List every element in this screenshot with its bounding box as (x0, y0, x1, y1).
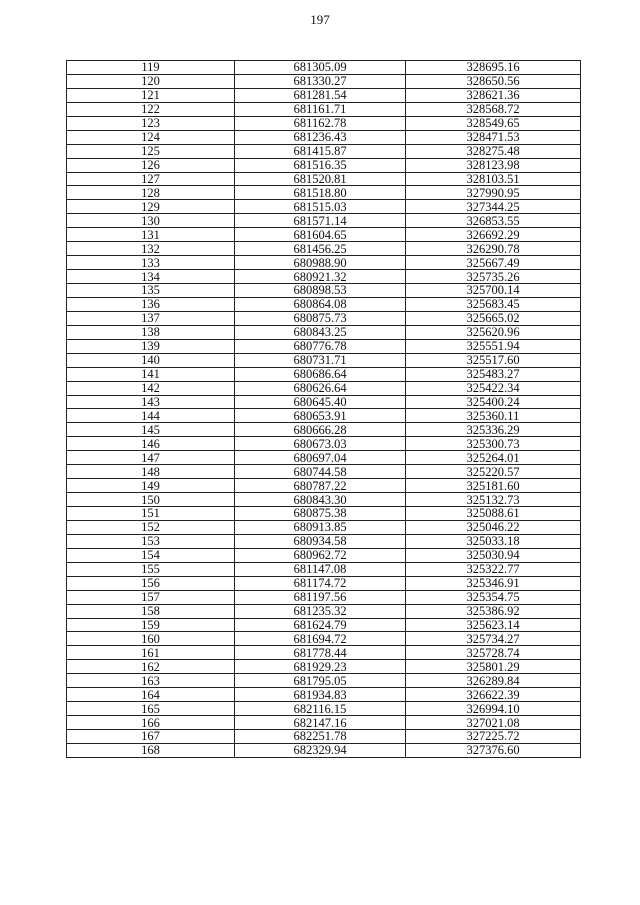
y-coordinate-cell: 325336.29 (406, 423, 581, 437)
point-number-cell: 129 (67, 200, 235, 214)
x-coordinate-cell: 680843.30 (235, 493, 406, 507)
table-row (67, 116, 581, 130)
table-row (67, 493, 581, 507)
point-number-cell: 159 (67, 618, 235, 632)
y-coordinate-cell: 325346.91 (406, 576, 581, 590)
x-coordinate-cell: 680787.22 (235, 479, 406, 493)
table-row (67, 200, 581, 214)
point-number-cell: 150 (67, 493, 235, 507)
x-coordinate-cell: 680934.58 (235, 534, 406, 548)
y-coordinate-cell: 325517.60 (406, 353, 581, 367)
table-row (67, 423, 581, 437)
y-coordinate-cell: 326994.10 (406, 702, 581, 716)
table-row (67, 61, 581, 75)
x-coordinate-cell: 680626.64 (235, 381, 406, 395)
y-coordinate-cell: 327376.60 (406, 743, 581, 757)
table-row (67, 381, 581, 395)
y-coordinate-cell: 325046.22 (406, 520, 581, 534)
table-row (67, 297, 581, 311)
y-coordinate-cell: 328123.98 (406, 158, 581, 172)
point-number-cell: 132 (67, 242, 235, 256)
x-coordinate-cell: 681516.35 (235, 158, 406, 172)
point-number-cell: 154 (67, 548, 235, 562)
point-number-cell: 133 (67, 256, 235, 270)
point-number-cell: 165 (67, 702, 235, 716)
point-number-cell: 128 (67, 186, 235, 200)
point-number-cell: 125 (67, 144, 235, 158)
point-number-cell: 120 (67, 74, 235, 88)
point-number-cell: 162 (67, 660, 235, 674)
point-number-cell: 141 (67, 367, 235, 381)
x-coordinate-cell: 681162.78 (235, 116, 406, 130)
y-coordinate-cell: 325400.24 (406, 395, 581, 409)
point-number-cell: 122 (67, 102, 235, 116)
x-coordinate-cell: 681281.54 (235, 88, 406, 102)
point-number-cell: 143 (67, 395, 235, 409)
table-row (67, 144, 581, 158)
table-row (67, 242, 581, 256)
y-coordinate-cell: 326853.55 (406, 214, 581, 228)
y-coordinate-cell: 328650.56 (406, 74, 581, 88)
x-coordinate-cell: 681795.05 (235, 674, 406, 688)
x-coordinate-cell: 681571.14 (235, 214, 406, 228)
table-row (67, 311, 581, 325)
x-coordinate-cell: 681305.09 (235, 61, 406, 75)
y-coordinate-cell: 325360.11 (406, 409, 581, 423)
table-row (67, 520, 581, 534)
x-coordinate-cell: 681161.71 (235, 102, 406, 116)
table-row (67, 130, 581, 144)
page-number: 197 (310, 12, 330, 27)
x-coordinate-cell: 680875.73 (235, 311, 406, 325)
table-row (67, 674, 581, 688)
y-coordinate-cell: 325181.60 (406, 479, 581, 493)
table-row (67, 339, 581, 353)
x-coordinate-cell: 680864.08 (235, 297, 406, 311)
table-row (67, 702, 581, 716)
table-row (67, 618, 581, 632)
x-coordinate-cell: 680913.85 (235, 520, 406, 534)
y-coordinate-cell: 327344.25 (406, 200, 581, 214)
table-row (67, 548, 581, 562)
point-number-cell: 119 (67, 61, 235, 75)
x-coordinate-cell: 681415.87 (235, 144, 406, 158)
y-coordinate-cell: 325264.01 (406, 451, 581, 465)
point-number-cell: 144 (67, 409, 235, 423)
point-number-cell: 130 (67, 214, 235, 228)
point-number-cell: 161 (67, 646, 235, 660)
table-row (67, 632, 581, 646)
y-coordinate-cell: 325700.14 (406, 284, 581, 298)
point-number-cell: 134 (67, 270, 235, 284)
table-row (67, 172, 581, 186)
y-coordinate-cell: 325551.94 (406, 339, 581, 353)
y-coordinate-cell: 325132.73 (406, 493, 581, 507)
y-coordinate-cell: 325735.26 (406, 270, 581, 284)
y-coordinate-cell: 326290.78 (406, 242, 581, 256)
x-coordinate-cell: 681197.56 (235, 590, 406, 604)
point-number-cell: 137 (67, 311, 235, 325)
x-coordinate-cell: 680921.32 (235, 270, 406, 284)
table-row (67, 228, 581, 242)
point-number-cell: 135 (67, 284, 235, 298)
y-coordinate-cell: 327225.72 (406, 730, 581, 744)
table-row (67, 395, 581, 409)
table-row (67, 325, 581, 339)
table-row (67, 284, 581, 298)
point-number-cell: 121 (67, 88, 235, 102)
table-row (67, 158, 581, 172)
x-coordinate-cell: 680962.72 (235, 548, 406, 562)
table-row (67, 660, 581, 674)
table-row (67, 367, 581, 381)
x-coordinate-cell: 680666.28 (235, 423, 406, 437)
y-coordinate-cell: 328695.16 (406, 61, 581, 75)
x-coordinate-cell: 681236.43 (235, 130, 406, 144)
y-coordinate-cell: 326622.39 (406, 688, 581, 702)
x-coordinate-cell: 681235.32 (235, 604, 406, 618)
x-coordinate-cell: 681515.03 (235, 200, 406, 214)
y-coordinate-cell: 325354.75 (406, 590, 581, 604)
x-coordinate-cell: 681604.65 (235, 228, 406, 242)
point-number-cell: 151 (67, 507, 235, 521)
y-coordinate-cell: 328568.72 (406, 102, 581, 116)
coordinates-table-body (67, 61, 581, 758)
table-row (67, 730, 581, 744)
x-coordinate-cell: 680875.38 (235, 507, 406, 521)
table-row (67, 270, 581, 284)
x-coordinate-cell: 680645.40 (235, 395, 406, 409)
x-coordinate-cell: 681520.81 (235, 172, 406, 186)
y-coordinate-cell: 328621.36 (406, 88, 581, 102)
x-coordinate-cell: 682251.78 (235, 730, 406, 744)
point-number-cell: 155 (67, 562, 235, 576)
x-coordinate-cell: 680744.58 (235, 465, 406, 479)
x-coordinate-cell: 681174.72 (235, 576, 406, 590)
table-row (67, 716, 581, 730)
table-row (67, 688, 581, 702)
point-number-cell: 124 (67, 130, 235, 144)
y-coordinate-cell: 325322.77 (406, 562, 581, 576)
table-row (67, 451, 581, 465)
table-row (67, 604, 581, 618)
point-number-cell: 158 (67, 604, 235, 618)
x-coordinate-cell: 681694.72 (235, 632, 406, 646)
point-number-cell: 142 (67, 381, 235, 395)
point-number-cell: 139 (67, 339, 235, 353)
x-coordinate-cell: 681624.79 (235, 618, 406, 632)
point-number-cell: 145 (67, 423, 235, 437)
y-coordinate-cell: 325386.92 (406, 604, 581, 618)
table-row (67, 646, 581, 660)
x-coordinate-cell: 680697.04 (235, 451, 406, 465)
table-row (67, 465, 581, 479)
point-number-cell: 146 (67, 437, 235, 451)
point-number-cell: 123 (67, 116, 235, 130)
x-coordinate-cell: 681518.80 (235, 186, 406, 200)
y-coordinate-cell: 325665.02 (406, 311, 581, 325)
table-row (67, 214, 581, 228)
x-coordinate-cell: 680731.71 (235, 353, 406, 367)
table-row (67, 353, 581, 367)
y-coordinate-cell: 327990.95 (406, 186, 581, 200)
point-number-cell: 164 (67, 688, 235, 702)
table-row (67, 534, 581, 548)
y-coordinate-cell: 325483.27 (406, 367, 581, 381)
y-coordinate-cell: 326692.29 (406, 228, 581, 242)
table-row (67, 562, 581, 576)
x-coordinate-cell: 681330.27 (235, 74, 406, 88)
point-number-cell: 131 (67, 228, 235, 242)
y-coordinate-cell: 325033.18 (406, 534, 581, 548)
y-coordinate-cell: 325683.45 (406, 297, 581, 311)
table-row (67, 256, 581, 270)
x-coordinate-cell: 680776.78 (235, 339, 406, 353)
point-number-cell: 160 (67, 632, 235, 646)
table-row (67, 409, 581, 423)
x-coordinate-cell: 681778.44 (235, 646, 406, 660)
y-coordinate-cell: 328471.53 (406, 130, 581, 144)
x-coordinate-cell: 680988.90 (235, 256, 406, 270)
y-coordinate-cell: 325422.34 (406, 381, 581, 395)
y-coordinate-cell: 328549.65 (406, 116, 581, 130)
y-coordinate-cell: 325801.29 (406, 660, 581, 674)
table-row (67, 102, 581, 116)
y-coordinate-cell: 328103.51 (406, 172, 581, 186)
table-row (67, 437, 581, 451)
y-coordinate-cell: 325030.94 (406, 548, 581, 562)
y-coordinate-cell: 328275.48 (406, 144, 581, 158)
y-coordinate-cell: 325620.96 (406, 325, 581, 339)
point-number-cell: 156 (67, 576, 235, 590)
table-row (67, 576, 581, 590)
x-coordinate-cell: 682147.16 (235, 716, 406, 730)
y-coordinate-cell: 326289.84 (406, 674, 581, 688)
x-coordinate-cell: 680673.03 (235, 437, 406, 451)
x-coordinate-cell: 682329.94 (235, 743, 406, 757)
x-coordinate-cell: 681147.08 (235, 562, 406, 576)
x-coordinate-cell: 681929.23 (235, 660, 406, 674)
x-coordinate-cell: 680898.53 (235, 284, 406, 298)
x-coordinate-cell: 680843.25 (235, 325, 406, 339)
point-number-cell: 127 (67, 172, 235, 186)
point-number-cell: 152 (67, 520, 235, 534)
y-coordinate-cell: 325220.57 (406, 465, 581, 479)
y-coordinate-cell: 325300.73 (406, 437, 581, 451)
x-coordinate-cell: 680653.91 (235, 409, 406, 423)
point-number-cell: 140 (67, 353, 235, 367)
y-coordinate-cell: 325623.14 (406, 618, 581, 632)
x-coordinate-cell: 681456.25 (235, 242, 406, 256)
point-number-cell: 166 (67, 716, 235, 730)
x-coordinate-cell: 680686.64 (235, 367, 406, 381)
point-number-cell: 147 (67, 451, 235, 465)
y-coordinate-cell: 325734.27 (406, 632, 581, 646)
point-number-cell: 157 (67, 590, 235, 604)
table-row (67, 743, 581, 757)
point-number-cell: 167 (67, 730, 235, 744)
point-number-cell: 149 (67, 479, 235, 493)
point-number-cell: 138 (67, 325, 235, 339)
coordinates-table (66, 60, 581, 758)
y-coordinate-cell: 327021.08 (406, 716, 581, 730)
table-row (67, 88, 581, 102)
table-row (67, 74, 581, 88)
table-row (67, 479, 581, 493)
table-row (67, 186, 581, 200)
x-coordinate-cell: 681934.83 (235, 688, 406, 702)
point-number-cell: 126 (67, 158, 235, 172)
y-coordinate-cell: 325088.61 (406, 507, 581, 521)
table-row (67, 507, 581, 521)
point-number-cell: 148 (67, 465, 235, 479)
table-row (67, 590, 581, 604)
point-number-cell: 153 (67, 534, 235, 548)
point-number-cell: 136 (67, 297, 235, 311)
y-coordinate-cell: 325728.74 (406, 646, 581, 660)
point-number-cell: 163 (67, 674, 235, 688)
y-coordinate-cell: 325667.49 (406, 256, 581, 270)
point-number-cell: 168 (67, 743, 235, 757)
x-coordinate-cell: 682116.15 (235, 702, 406, 716)
